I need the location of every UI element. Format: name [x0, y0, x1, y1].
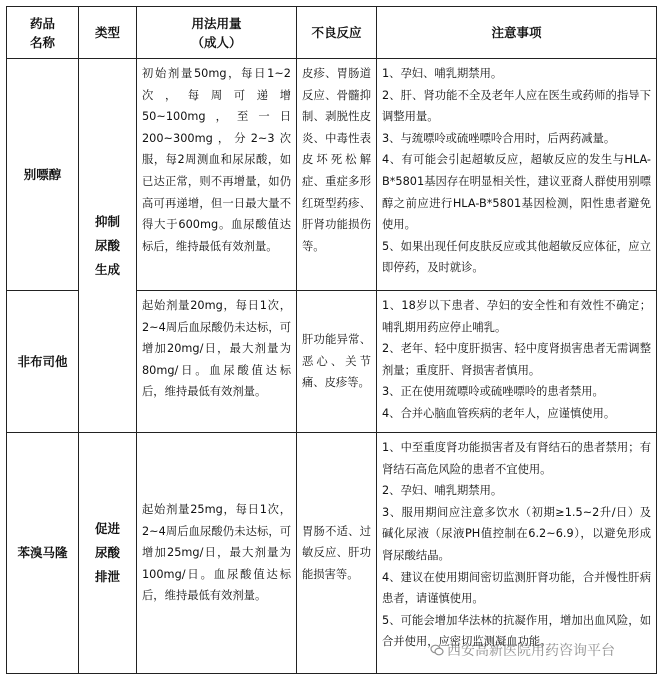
type-excrete-line3: 排泄: [94, 569, 120, 584]
note-item: 1、中至重度肾功能损害者及有肾结石的患者禁用；有肾结石高危风险的患者不宜使用。: [382, 441, 651, 476]
header-drug-name-line1: 药品: [29, 15, 55, 31]
type-inhibit-line1: 抑制: [94, 213, 120, 229]
header-adverse: 不良反应: [297, 7, 377, 59]
header-dosage: [137, 7, 297, 59]
adverse-cell: 肝功能异常、恶心、关节痛、皮疹等。: [297, 291, 377, 433]
dosage-cell: 初始剂量50mg，每日1~2次，每周可递增50~100mg，至一日200~300mg，分2~3次服，每2周测血和尿尿酸，如已达正常，则不再增量，如仍高可再递增，但一日最大量不得大于600mg。血尿酸值达标后，维持最低有效剂量。: [137, 59, 297, 291]
note-item: 5、可能会增加华法林的抗凝作用，增加出血风险，如合并使用，应密切监测凝血功能。: [382, 613, 651, 649]
note-item: 1、孕妇、哺乳期禁用。: [382, 67, 503, 80]
table-header-row: [7, 7, 657, 59]
notes-cell: [377, 59, 657, 291]
header-notes: 注意事项: [377, 7, 657, 59]
type-inhibit-line2: 尿酸: [94, 237, 120, 253]
header-type: 类型: [79, 7, 137, 59]
table-row-allopurinol: [7, 59, 657, 291]
notes-cell: [377, 291, 657, 433]
note-item: 2、老年、轻中度肝损害、轻中度肾损害患者无需调整剂量；重度肝、肾损害者慎用。: [382, 342, 651, 377]
table-row-benzbromarone: [7, 433, 657, 674]
type-cell-inhibit: [79, 59, 137, 433]
drug-table: [6, 6, 657, 674]
note-item: 4、合并心脑血管疾病的老年人，应谨慎使用。: [382, 406, 616, 420]
note-item: 3、正在使用巯嘌呤或硫唑嘌呤的患者禁用。: [382, 385, 604, 399]
adverse-cell: 皮疹、胃肠道反应、骨髓抑制、剥脱性皮炎、中毒性表皮坏死松解症、重症多形红斑型药疹、肝肾功能损伤等。: [297, 59, 377, 291]
note-item: 4、建议在使用期间密切监测肝肾功能，合并慢性肝病患者，请谨慎使用。: [382, 570, 651, 606]
note-item: 5、如果出现任何皮肤反应或其他超敏反应体征，应立即停药，及时就诊。: [382, 239, 651, 275]
note-item: 2、肝、肾功能不全及老年人应在医生或药师的指导下调整用量。: [382, 88, 651, 124]
note-item: 4、有可能会引起超敏反应，超敏反应的发生与HLA-B*5801基因存在明显相关性，建议亚裔人群使用别嘌醇之前应进行HLA-B*5801基因检测，阳性患者避免使用。: [382, 153, 651, 232]
note-item: 2、孕妇、哺乳期禁用。: [382, 484, 503, 498]
type-cell-excrete: [79, 433, 137, 674]
drug-name-cell: 苯溴马隆: [7, 433, 79, 674]
header-drug-name: [7, 7, 79, 59]
type-excrete-line1: 促进: [94, 521, 120, 536]
watermark-text: 西安高新医院用药咨询平台: [447, 643, 615, 659]
header-drug-name-line2: 名称: [29, 34, 55, 50]
dosage-cell: 起始剂量20mg，每日1次，2~4周后血尿酸仍未达标，可增加20mg/日，最大剂量为80mg/日。血尿酸值达标后，维持最低有效剂量。: [137, 291, 297, 433]
type-excrete-line2: 尿酸: [94, 545, 120, 560]
note-item: 3、服用期间应注意多饮水（初期≥1.5~2升/日）及碱化尿液（尿液PH值控制在6.2~6.9），以避免形成肾尿酸结晶。: [382, 505, 651, 562]
dosage-cell: 起始剂量25mg，每日1次，2~4周后血尿酸仍未达标，可增加25mg/日，最大剂量为100mg/日。血尿酸值达标后，维持最低有效剂量。: [137, 433, 297, 674]
type-inhibit-line3: 生成: [94, 261, 120, 277]
drug-name-cell: 别嘌醇: [7, 59, 79, 291]
drug-name-cell: 非布司他: [7, 291, 79, 433]
chat-bubble-icon: [430, 643, 444, 657]
header-dosage-line2: （成人）: [191, 34, 242, 50]
note-item: 3、与巯嘌呤或硫唑嘌呤合用时，后两药减量。: [382, 131, 616, 145]
watermark: [430, 640, 615, 660]
notes-cell: [377, 433, 657, 674]
header-dosage-line1: 用法用量: [191, 15, 242, 31]
adverse-cell: 胃肠不适、过敏反应、肝功能损害等。: [297, 433, 377, 674]
note-item: 1、18岁以下患者、孕妇的安全性和有效性不确定；哺乳期用药应停止哺乳。: [382, 299, 651, 334]
